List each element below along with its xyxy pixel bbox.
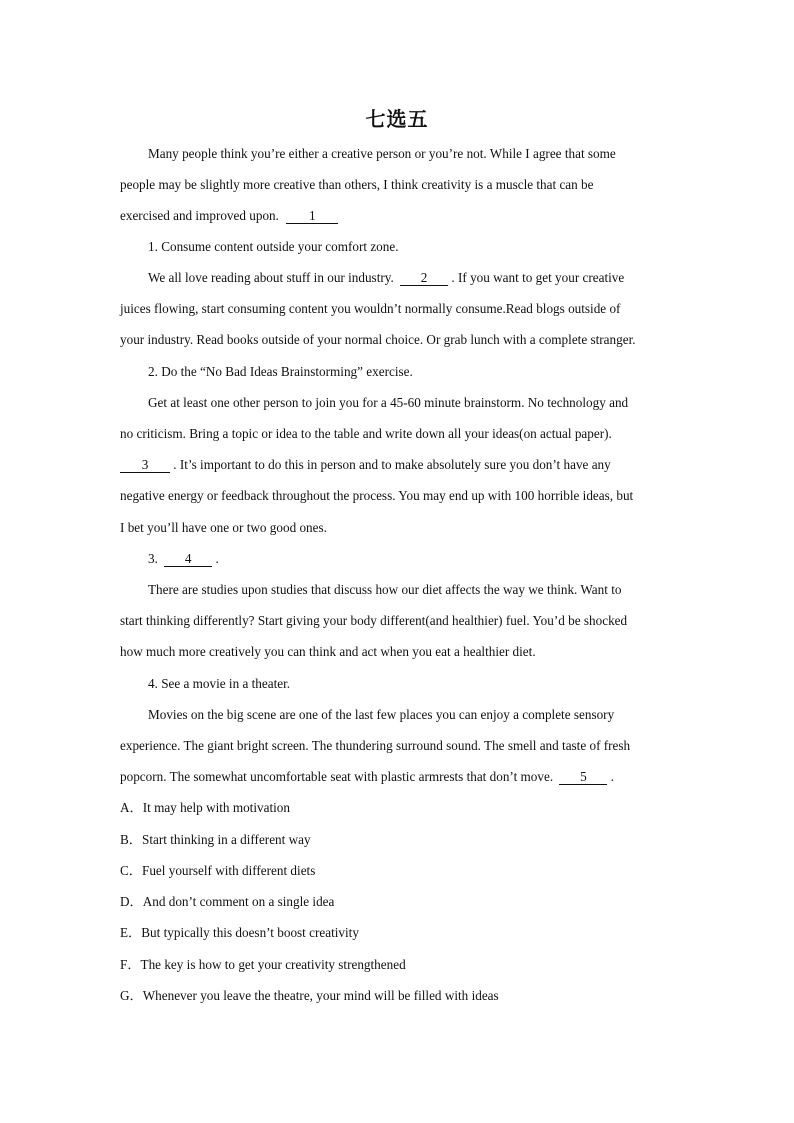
heading-3	[148, 549, 680, 569]
paragraph-4-line-2: start thinking differently? Start giving your body different(and healthier) fuel. You’d be shocked	[120, 613, 628, 628]
paragraph-3-line-5: I bet you’ll have one or two good ones.	[120, 520, 327, 535]
heading-4: 4. See a movie in a theater.	[148, 676, 291, 691]
paragraph-2-line-1-text: We all love reading about stuff in our industry.	[148, 270, 394, 285]
option-g-label: G．	[120, 988, 143, 1003]
heading-3-tail: .	[215, 551, 219, 566]
paragraph-1-line-2: people may be slightly more creative than others, I think creativity is a muscle that can be	[120, 177, 594, 192]
blank-5: 5	[559, 769, 607, 785]
paragraph-5-line-3-tail: .	[610, 769, 615, 784]
option-f-text: The key is how to get your creativity strengthened	[140, 957, 406, 972]
option-g	[120, 986, 680, 1006]
paragraph-4-line-3: how much more creatively you can think and act when you eat a healthier diet.	[120, 644, 536, 659]
option-b-label: B．	[120, 832, 142, 847]
paragraph-2-line-2: juices flowing, start consuming content you wouldn’t normally consume.Read blogs outside of	[120, 301, 621, 316]
paragraph-4-line-1: There are studies upon studies that discuss how our diet affects the way we think. Want to	[148, 582, 622, 597]
option-a	[120, 798, 680, 818]
paragraph-2-line-1-tail: . If you want to get your creative	[451, 270, 625, 285]
paragraph-3-line-2: no criticism. Bring a topic or idea to the table and write down all your ideas(on actual paper).	[120, 426, 612, 441]
paragraph-3-line-1: Get at least one other person to join you for a 45-60 minute brainstorm. No technology and	[148, 395, 629, 410]
option-e-label: E．	[120, 925, 142, 940]
option-e	[120, 923, 680, 943]
paragraph-1-line-3	[120, 206, 680, 226]
paragraph-3-line-4: negative energy or feedback throughout the process. You may end up with 100 horrible ideas, but	[120, 488, 634, 503]
option-e-text: But typically this doesn’t boost creativity	[141, 925, 359, 940]
option-f	[120, 955, 680, 975]
paragraph-5-line-1: Movies on the big scene are one of the last few places you can enjoy a complete sensory	[148, 707, 615, 722]
paragraph-3-line-3-tail: . It’s important to do this in person and to make absolutely sure you don’t have any	[173, 457, 611, 472]
paragraph-1-line-3-text: exercised and improved upon.	[120, 208, 279, 223]
paragraph-5-line-3-text: popcorn. The somewhat uncomfortable seat with plastic armrests that don’t move.	[120, 769, 554, 784]
blank-3: 3	[120, 457, 170, 473]
option-b-text: Start thinking in a different way	[141, 832, 311, 847]
option-a-label: A．	[120, 800, 143, 815]
option-g-text: Whenever you leave the theatre, your mind will be filled with ideas	[142, 988, 499, 1003]
page-title: 七选五	[365, 107, 429, 131]
option-f-label: F．	[120, 957, 141, 972]
option-c-label: C．	[120, 863, 142, 878]
blank-1: 1	[286, 208, 338, 224]
paragraph-1-line-1: Many people think you’re either a creative person or you’re not. While I agree that some	[148, 146, 616, 161]
heading-2: 2. Do the “No Bad Ideas Brainstorming” exercise.	[148, 364, 413, 379]
heading-3-prefix: 3.	[148, 551, 158, 566]
option-a-text: It may help with motivation	[142, 800, 290, 815]
paragraph-2-line-1	[148, 268, 680, 288]
option-d-label: D．	[120, 894, 143, 909]
paragraph-3-line-3	[120, 455, 680, 475]
option-b	[120, 830, 680, 850]
option-c-text: Fuel yourself with different diets	[141, 863, 316, 878]
blank-4: 4	[164, 551, 212, 567]
option-d	[120, 892, 680, 912]
heading-1: 1. Consume content outside your comfort zone.	[148, 239, 399, 254]
paragraph-5-line-3	[120, 767, 680, 787]
option-d-text: And don’t comment on a single idea	[142, 894, 335, 909]
paragraph-2-line-3: your industry. Read books outside of your normal choice. Or grab lunch with a complete stranger.	[120, 332, 636, 347]
blank-2: 2	[400, 270, 448, 286]
paragraph-5-line-2: experience. The giant bright screen. The thundering surround sound. The smell and taste of fresh	[120, 738, 631, 753]
option-c	[120, 861, 680, 881]
